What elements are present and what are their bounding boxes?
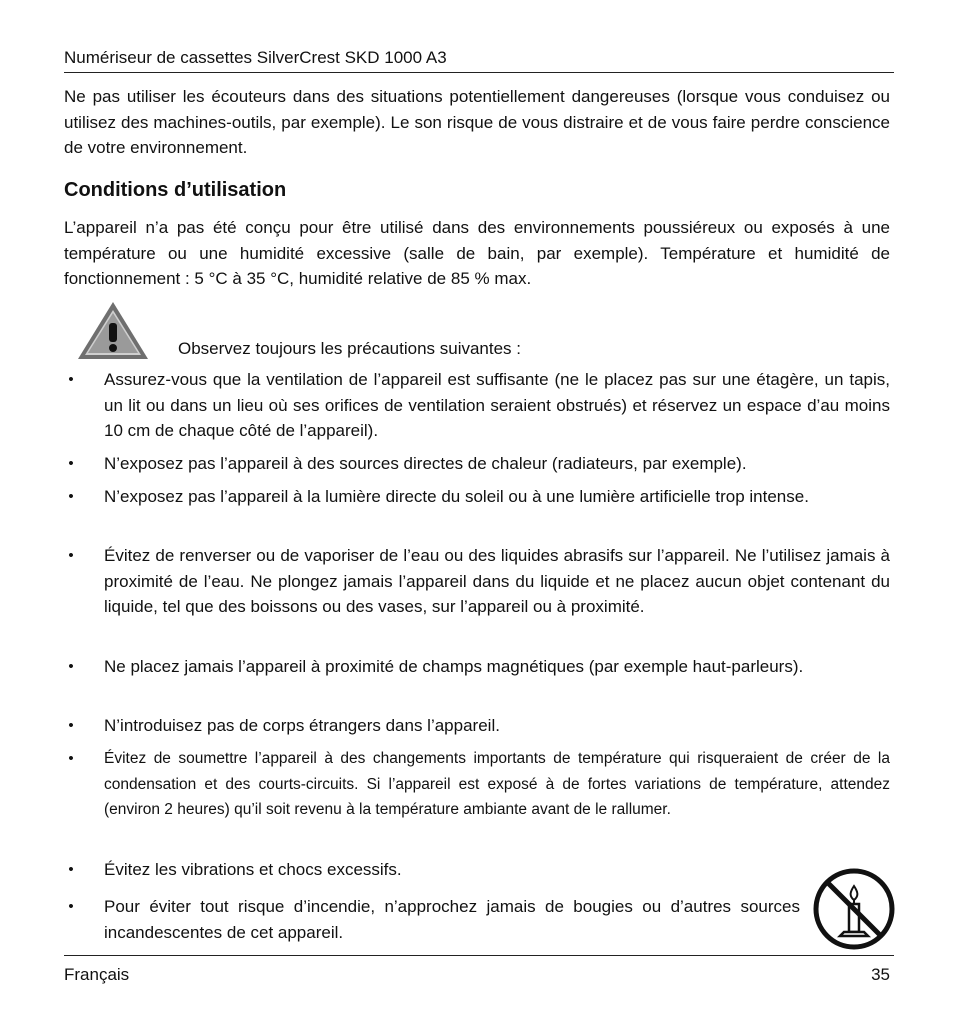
list-item xyxy=(64,543,890,620)
list-item-text: N’exposez pas l’appareil à la lumière directe du soleil ou à une lumière artificielle trop intense. xyxy=(104,487,809,506)
list-item-text: Ne placez jamais l’appareil à proximité de champs magnétiques (par exemple haut-parleurs). xyxy=(104,657,804,676)
list-item-text: N’introduisez pas de corps étrangers dans l’appareil. xyxy=(104,716,500,735)
bullet-symbol: • xyxy=(68,488,74,505)
warning-triangle-icon xyxy=(76,300,150,362)
bullet-symbol: • xyxy=(68,658,74,675)
bullet-symbol: • xyxy=(68,750,74,767)
list-item xyxy=(64,451,890,477)
list-item xyxy=(64,654,890,680)
footer-language: Français xyxy=(64,965,130,984)
list-item xyxy=(64,857,890,883)
list-item-text: Assurez-vous que la ventilation de l’appareil est suffisante (ne le placez pas sur une étagère, un tapis, un lit ou dans un lieu où ses orifices de ventilation seraient obstrués) et réservez un espace d’au moins 10 cm de chaque côté de l’appareil). xyxy=(104,370,890,440)
section-heading: Conditions d’utilisation xyxy=(64,179,287,201)
list-item xyxy=(64,894,800,945)
bullet-symbol: • xyxy=(68,455,74,472)
list-item xyxy=(64,713,890,739)
page-header-title: Numériseur de cassettes SilverCrest SKD 1000 A3 xyxy=(64,48,447,67)
list-item-text: Évitez de soumettre l’appareil à des changements importants de température qui risqueraient de créer de la condensation et des courts-circuits. Si l’appareil est exposé à de fortes variations de température, attendez (environ 2 heures) qu’il soit revenu à la température ambiante avant de le rallumer. xyxy=(104,750,890,818)
list-item xyxy=(64,746,890,823)
list-item-text: Pour éviter tout risque d’incendie, n’approchez jamais de bougies ou d’autres sources incandescentes de cet appareil. xyxy=(104,897,800,942)
bullet-symbol: • xyxy=(68,861,74,878)
header-divider xyxy=(64,72,894,73)
bullet-symbol: • xyxy=(68,898,74,915)
list-item-text: Évitez de renverser ou de vaporiser de l’eau ou des liquides abrasifs sur l’appareil. Ne l’utilisez jamais à proximité de l’eau. Ne plongez jamais l’appareil dans du liquide et ne placez aucun objet contenant du liquide, tel que des boissons ou des vases, sur l’appareil ou à proximité. xyxy=(104,546,890,616)
bullet-symbol: • xyxy=(68,717,74,734)
intro-paragraph: Ne pas utiliser les écouteurs dans des situations potentiellement dangereuses (lorsque vous conduisez ou utilisez des machines-outils, par exemple). Le son risque de vous distraire et de vous faire perdre conscience de votre environnement. xyxy=(64,87,890,157)
conditions-paragraph: L’appareil n’a pas été conçu pour être utilisé dans des environnements poussiéreux ou exposés à une température ou une humidité excessive (salle de bain, par exemple). Température et humidité de fonctionnement : 5 °C à 35 °C, humidité relative de 85 % max. xyxy=(64,218,890,288)
list-item xyxy=(64,367,890,444)
list-item-text: N’exposez pas l’appareil à des sources directes de chaleur (radiateurs, par exemple). xyxy=(104,454,747,473)
page-number: 35 xyxy=(871,965,890,984)
warning-text: Observez toujours les précautions suivantes : xyxy=(178,339,522,358)
list-item xyxy=(64,484,890,510)
bullet-symbol: • xyxy=(68,371,74,388)
bullet-symbol: • xyxy=(68,547,74,564)
footer-divider xyxy=(64,955,894,956)
list-item-text: Évitez les vibrations et chocs excessifs. xyxy=(104,860,402,879)
no-open-flame-icon xyxy=(812,866,896,952)
